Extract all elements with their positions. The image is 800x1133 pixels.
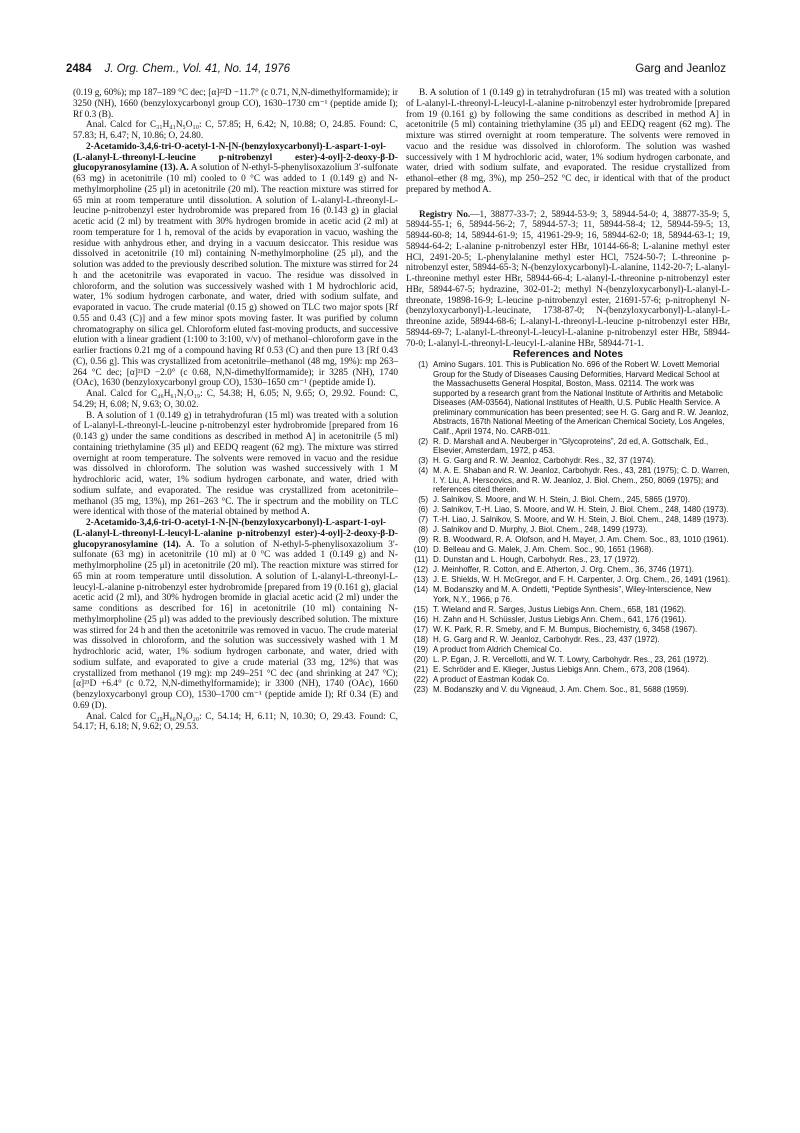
reference-item: [406, 625, 730, 635]
reference-text: T. Wieland and R. Sarges, Justus Liebigs Ann. Chem., 658, 181 (1962).: [433, 604, 687, 614]
right-column: [406, 88, 730, 695]
compound-13-body: A solution of N-ethyl-5-phenylisoxazolium 3′-sulfonate (63 mg) in acetonitrile (10 ml) cooled to 0 °C was added to 1 (0.149 g) and N-methylmorpholine (25 μl) in acetonitrile (20 ml). The reaction mixture was stirred for 65 min at room temperature until dissolution. A solution of L-alanyl-L-threonyl-L-leucine p-nitrobenzyl ester hydrobromide was prepared from 16 (0.143 g) in glacial acetic acid (2 ml) by treatment with 30% hydrogen bromide in acetic acid (2 ml) at room temperature for 1 h, removal of the acids by evaporation in vacuo, washing the residue with anhydrous ether, and drying in a vacuum desiccator. This residue was dissolved in acetonitrile (10 ml) containing N-methylmorpholine (25 μl), and the solution was added to the previously described solution. The mixture was stirred for 24 h and the acetonitrile was evaporated in vacuo. The residue was dissolved in chloroform, and the solution was successively washed with 1 M hydrochloric acid, water, 1% sodium hydrogen carbonate, and water, dried with sodium sulfate, and evaporated in vacuo. The crude material (0.15 g) showed on TLC two major spots [Rf 0.55 and 0.43 (C)] and a few minor spots moving faster. It was purified by column chromatography on silica gel. Chloroform eluted fast-moving products, and successive elution with a linear gradient (1:100 to 3:100, v/v) of methanol–chloroform gave in the earlier fractions 0.21 mg of a compound having Rf 0.53 (C) and then pure 13 [Rf 0.43 (C), 0.56 g]. This was crystallized from acetonitrile–methanol (48 mg, 19%): mp 263–264 °C dec; [α]²¹D −2.0° (c 0.68, N,N-dimethylformamide); ir 3285 (NH), 1740 (OAc), 1630 (benzyloxycarbonyl group CO), 1530–1650 cm⁻¹ (peptide amide I).: [73, 163, 398, 389]
reference-text: M. Bodanszky and M. A. Ondetti, “Peptide Synthesis”, Wiley-Interscience, New York, N.Y., 1966, p 76.: [433, 585, 712, 604]
compound-13-title: 2-Acetamido-3,4,6-tri-O-acetyl-1-N-[N-(benzyloxycarbonyl)-L-aspart-1-oyl-(L-alanyl-L-threonyl-L-leucine p-nitrobenzyl ester)-4-oyl]-2-deoxy-β-D-glucopyranosylamine (13). A.: [73, 141, 398, 174]
reference-text: L. P. Egan, J. R. Vercellotti, and W. T. Lowry, Carbohydr. Res., 23, 261 (1972).: [433, 654, 709, 664]
reference-number: (19): [413, 644, 428, 654]
reference-text: J. Salnikov, T.-H. Liao, S. Moore, and W. H. Stein, J. Biol. Chem., 248, 1480 (1973).: [433, 505, 729, 514]
reference-number: (9): [418, 535, 428, 544]
reference-text: A product from Aldrich Chemical Co.: [433, 644, 562, 654]
reference-text: J. E. Shields, W. H. McGregor, and F. H. Carpenter, J. Org. Chem., 26, 1491 (1961).: [433, 575, 731, 584]
running-authors: Garg and Jeanloz: [635, 63, 726, 75]
reference-number: (23): [413, 684, 428, 694]
reference-text: J. Salnikov and D. Murphy, J. Biol. Chem., 248, 1499 (1973).: [433, 525, 648, 534]
analysis-paragraph: Anal. Calcd for C₄₆H₆₁N₇O₁₉: C, 54.38; H, 6.05; N, 9.65; O, 29.92. Found: C, 54.29; H, 6.08; N, 9.63; O, 30.02.: [73, 389, 398, 410]
reference-item: [406, 437, 730, 456]
reference-item: [406, 545, 730, 555]
page-number: 2484: [66, 63, 92, 75]
method-b-paragraph: B. A solution of 1 (0.149 g) in tetrahydrofuran (15 ml) was treated with a solution of L-alanyl-L-threonyl-L-leucyl-L-alanine p-nitrobenzyl ester hydrobromide [prepared from 19 (0.161 g) by following the same conditions as described in method A] in acetonitrile (5 ml) containing triethylamine (35 μl) and EEDQ reagent (62 mg). The mixture was stirred overnight at room temperature. The solvents were removed in vacuo and the residue was dissolved in chloroform. The solution was washed successively with 1 M hydrochloric acid, water, 1% sodium hydrogen carbonate, and water, dried with sodium sulfate, and evaporated. The residue crystallized from ethanol–ether (8 mg, 3%), mp 250–252 °C dec, ir identical with that of the product prepared by method A.: [406, 88, 730, 195]
reference-text: M. A. E. Shaban and R. W. Jeanloz, Carbohydr. Res., 43, 281 (1975); C. D. Warren, I. Y. Liu, A. Herscovics, and R. W. Jeanloz, J. Biol. Chem., 250, 8069 (1975); and references cited therein.: [433, 466, 730, 494]
reference-item: [406, 585, 730, 604]
reference-number: (22): [413, 674, 428, 684]
compound-13-paragraph: [73, 142, 398, 389]
reference-text: D. Dunstan and L. Hough, Carbohydr. Res., 23, 17 (1972).: [433, 555, 640, 564]
reference-item: [406, 615, 730, 625]
reference-text: E. Schröder and E. Klieger, Justus Liebigs Ann. Chem., 673, 208 (1964).: [433, 664, 690, 674]
reference-text: J. Salnikov, S. Moore, and W. H. Stein, J. Biol. Chem., 245, 5865 (1970).: [433, 495, 690, 504]
compound-14-body: A. To a solution of N-ethyl-5-phenylisoxazolium 3′-sulfonate (63 mg) in acetonitrile (10 ml) at 0 °C was added 1 (0.149 g) and N-methylmorpholine (25 μl) in acetonitrile (20 ml). The reaction mixture was stirred for 65 min at room temperature until dissolution. A solution of L-alanyl-L-threonyl-L-leucyl-L-alanine p-nitrobenzyl ester hydrobromide [prepared from 19 (0.161 g), glacial acetic acid (2 ml), and 30% hydrogen bromide in glacial acetic acid (2 ml) under the same conditions as described for 16] in acetonitrile (10 ml) containing N-methylmorpholine (25 μl) was added to the previously described solution. The mixture was stirred for 24 h and then the acetonitrile was removed in vacuo. The crude material was dissolved in chloroform, and the solution was successively washed with 1 M hydrochloric acid, water, 1% sodium hydrogen carbonate, and water, dried with sodium sulfate, and evaporated to give a crude material (33 mg, 12%) that was crystallized from methanol (19 mg): mp 249–251 °C dec (and shrinking at 247 °C); [α]²¹D +6.4° (c 0.72, N,N-dimethylformamide); ir 3300 (NH), 1740 (OAc), 1660 (benzyloxycarbonyl group CO), 1530–1700 cm⁻¹ (peptide amide I); Rf 0.34 (E) and 0.69 (D).: [73, 539, 398, 711]
registry-label: Registry No.: [419, 209, 471, 220]
reference-item: [406, 605, 730, 615]
reference-text: D. Belleau and G. Malek, J. Am. Chem. Soc., 90, 1651 (1968).: [433, 545, 654, 554]
journal-citation: J. Org. Chem., Vol. 41, No. 14, 1976: [104, 63, 291, 75]
reference-number: (20): [413, 654, 428, 664]
reference-number: (6): [418, 505, 428, 514]
references-list: [406, 360, 730, 694]
reference-text: J. Meinhoffer, R. Cotton, and E. Atherton, J. Org. Chem., 36, 3746 (1971).: [433, 565, 694, 574]
reference-item: [406, 665, 730, 675]
reference-number: (5): [418, 495, 428, 504]
reference-number: (21): [413, 664, 428, 674]
reference-item: [406, 645, 730, 655]
reference-item: [406, 525, 730, 535]
analysis-paragraph: Anal. Calcd for C₄₉H₆₆N₈O₂₀: C, 54.14; H, 6.11; N, 10.30; O, 29.43. Found: C, 54.17; H, 6.18; N, 9.62; O, 29.53.: [73, 711, 398, 733]
reference-item: [406, 505, 730, 515]
reference-text: H. Zahn and H. Schüssler, Justus Liebigs Ann. Chem., 641, 176 (1961).: [433, 614, 687, 624]
running-header: [66, 63, 726, 79]
reference-number: (18): [413, 634, 428, 644]
references-heading: References and Notes: [512, 348, 624, 361]
reference-text: R. D. Marshall and A. Neuberger in “Glycoproteins”, 2d ed, A. Gottschalk, Ed., Elsevier, Amsterdam, 1972, p 453.: [433, 436, 709, 455]
reference-item: [406, 675, 730, 685]
reference-text: W. K. Park, R. R. Smeby, and F. M. Bumpus, Biochemistry, 6, 3458 (1967).: [433, 624, 698, 634]
reference-text: T.-H. Liao, J. Salnikov, S. Moore, and W. H. Stein, J. Biol. Chem., 248, 1489 (1973).: [433, 515, 729, 524]
reference-number: (12): [413, 565, 428, 574]
reference-item: [406, 360, 730, 436]
reference-item: [406, 565, 730, 575]
reference-item: [406, 535, 730, 545]
reference-text: Amino Sugars. 101. This is Publication No. 696 of the Robert W. Lovett Memorial Group for the Study of Diseases Causing Deformities, Harvard Medical School at the Massachusetts General Hospital, Boston, Mass. 02114. The work was supported by a research grant from the National Institute of Arthritis and Metabolic Diseases (AM-03564), National Institutes of Health, U.S. Public Health Service. A preliminary communication has been presented; see H. G. Garg and R. W. Jeanloz, Abstracts, 167th National Meeting of the American Chemical Society, Los Angeles, Calif., April 1974, No. CARB-011.: [433, 360, 729, 436]
registry-numbers: [406, 210, 730, 350]
reference-number: (2): [418, 436, 428, 446]
reference-number: (10): [413, 545, 428, 554]
reference-number: (1): [418, 360, 428, 369]
compound-14-title: 2-Acetamido-3,4,6-tri-O-acetyl-1-N-[N-(benzyloxycarbonyl)-L-aspart-1-oyl-(L-alanyl-L-threonyl-L-leucyl-L-alanine p-nitrobenzyl ester)-4-oyl]-2-deoxy-β-D-glucopyranosylamine (14).: [73, 518, 398, 550]
reference-item: [406, 456, 730, 466]
reference-text: H. G. Garg and R. W. Jeanloz, Carbohydr. Res., 23, 437 (1972).: [433, 634, 660, 644]
reference-text: M. Bodanszky and V. du Vigneaud, J. Am. Chem. Soc., 81, 5688 (1959).: [433, 684, 689, 694]
reference-text: H. G. Garg and R. W. Jeanloz, Carbohydr. Res., 32, 37 (1974).: [433, 456, 656, 465]
reference-item: [406, 555, 730, 565]
reference-number: (13): [413, 575, 428, 584]
reference-number: (17): [413, 624, 428, 634]
method-b-paragraph: B. A solution of 1 (0.149 g) in tetrahydrofuran (15 ml) was treated with a solution of L-alanyl-L-threonyl-L-leucine p-nitrobenzyl ester hydrobromide [prepared from 16 (0.143 g) under the same conditions as described in method A] in acetonitrile (5 ml) containing triethylamine (35 μl) and EEDQ reagent (62 mg). The mixture was stirred overnight at room temperature. The solvents were removed in vacuo and the residue was dissolved in chloroform. The solution was washed successively with 1 M hydrochloric acid, water, 1% sodium hydrogen carbonate, and water, dried with sodium sulfate, and evaporated. The residue was crystallized from acetonitrile–methanol (35 mg, 13%), mp 261–263 °C. The ir spectrum and the mobility on TLC were identical with those of the material obtained by method A.: [73, 410, 398, 518]
reference-number: (4): [418, 466, 428, 475]
analysis-paragraph: Anal. Calcd for C₃₁H₄₁N₅O₁₀: C, 57.85; H, 6.42; N, 10.88; O, 24.85. Found: C, 57.83; H, 6.47; N, 10.86; O, 24.80.: [73, 120, 398, 141]
reference-item: [406, 466, 730, 495]
reference-number: (8): [418, 525, 428, 534]
reference-item: [406, 685, 730, 695]
reference-number: (11): [414, 555, 428, 564]
reference-text: A product of Eastman Kodak Co.: [433, 674, 550, 684]
reference-item: [406, 495, 730, 505]
reference-text: R. B. Woodward, R. A. Olofson, and H. Mayer, J. Am. Chem. Soc., 83, 1010 (1961).: [433, 535, 729, 544]
paragraph: (0.19 g, 60%); mp 187–189 °C dec; [α]²²D −11.7° (c 0.71, N,N-dimethylformamide); ir 3250 (NH), 1660 (benzyloxycarbonyl group CO), 1630–1730 cm⁻¹ (peptide amide I); Rf 0.3 (B).: [73, 88, 398, 120]
reference-number: (15): [413, 604, 428, 614]
reference-number: (7): [418, 515, 428, 524]
reference-item: [406, 635, 730, 645]
left-column: [73, 88, 398, 733]
reference-item: [406, 575, 730, 585]
reference-number: (14): [413, 585, 428, 594]
compound-14-paragraph: [73, 518, 398, 712]
reference-number: (16): [413, 614, 428, 624]
reference-item: [406, 515, 730, 525]
reference-number: (3): [418, 456, 428, 465]
reference-item: [406, 655, 730, 665]
registry-text: —1, 38877-33-7; 2, 58944-53-9; 3, 58944-54-0; 4, 38877-35-9; 5, 58944-55-1; 6, 58944-56-2; 7, 58944-57-3; 11, 58944-58-4; 12, 58944-59-5; 13, 58944-60-8; 14, 58944-61-9; 15, 41961-29-9; 16, 58944-62-0; 18, 58944-63-1; 19, 58944-64-2; L-alanine p-nitrobenzyl ester HBr, 10144-66-8; L-alanine methyl ester HCl, 2491-20-5; L-phenylalanine methyl ester HCl, 7524-50-7; L-threonine p-nitrobenzyl ester, 58944-65-3; N-(benzyloxycarbonyl)-L-alanine, 1142-20-7; L-alanyl-L-threonine methyl ester HBr, 58944-66-4; L-alanyl-L-threonine p-nitrobenzyl ester HBr, 58944-67-5; hydrazine, 302-01-2; methyl N-(benzyloxycarbonyl)-L-alanyl-L-threonate, 19898-16-9; L-leucine p-nitrobenzyl ester, 21691-57-6; p-nitrophenyl N-(benzyloxycarbonyl)-L-leucinate, 1738-87-0; N-(benzyloxycarbonyl)-L-alanyl-L-threonine azide, 58944-68-6; L-alanyl-L-threonyl-L-leucine p-nitrobenzyl ester HBr, 58944-69-7; L-alanyl-L-threonyl-L-leucyl-L-alanine p-nitrobenzyl ester HBr, 58944-70-0; L-alanyl-L-threonyl-L-leucyl-L-alanine HBr, 58944-71-1.: [406, 209, 730, 349]
